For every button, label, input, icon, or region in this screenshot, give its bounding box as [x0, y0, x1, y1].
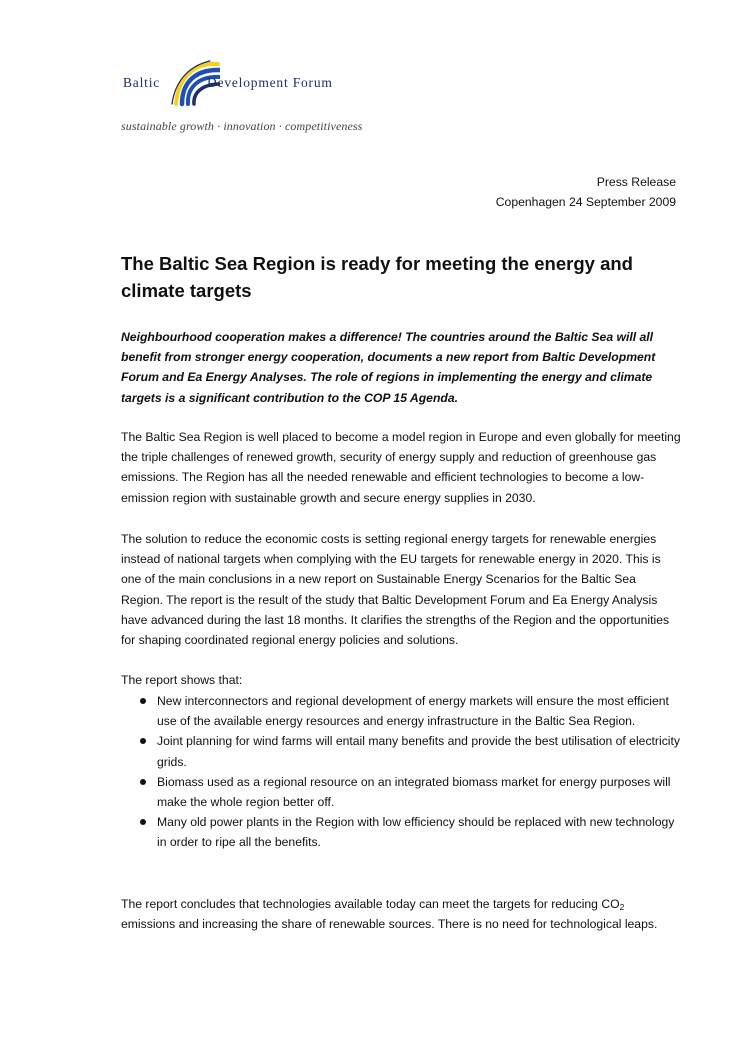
- list-item: [121, 812, 681, 852]
- paragraph-conclusion: [121, 894, 681, 934]
- logo-word-baltic: Baltic: [123, 75, 161, 90]
- conclusion-text-end: emissions and increasing the share of renewable sources. There is no need for technological leaps.: [121, 917, 658, 932]
- logo-tagline: sustainable growth · innovation · competitiveness: [121, 119, 363, 133]
- list-item-text: New interconnectors and regional development of energy markets will ensure the most efficient use of the available energy resources and energy infrastructure in the Baltic Sea Region.: [157, 694, 669, 729]
- conclusion-text-start: The report concludes that technologies available today can meet the targets for reducing CO: [121, 897, 620, 911]
- place-date: Copenhagen 24 September 2009: [495, 195, 676, 209]
- logo-words-development-forum: Development Forum: [207, 75, 333, 90]
- paragraph-regional-targets: The solution to reduce the economic costs is setting regional energy targets for renewable energies instead of national targets when complying with the EU targets for renewable energy in 2020. This is one of the main conclusions in a new report on Sustainable Energy Scenarios for the Baltic Sea Region. The report is the result of the study that Baltic Development Forum and Ea Energy Analysis have advanced during the last 18 months. It clarifies the strengths of the Region and the opportunities for shaping coordinated regional energy policies and solutions.: [121, 532, 670, 648]
- subscript-two: 2: [619, 902, 625, 912]
- list-item: [121, 731, 681, 771]
- document-type: Press Release: [596, 175, 676, 189]
- bullet-icon: [140, 819, 146, 825]
- bullet-icon: [140, 738, 146, 744]
- bullet-icon: [140, 779, 146, 785]
- list-item: [121, 691, 681, 731]
- list-item-text: Many old power plants in the Region with low efficiency should be replaced with new technology in order to ripe all the benefits.: [157, 815, 675, 850]
- list-item-text: Joint planning for wind farms will entail many benefits and provide the best utilisation of electricity grids.: [157, 734, 680, 769]
- list-item: [121, 772, 681, 812]
- list-item-text: Biomass used as a regional resource on an integrated biomass market for energy purposes will make the whole region better off.: [157, 774, 671, 810]
- page-title: The Baltic Sea Region is ready for meeting the energy and climate targets: [121, 253, 633, 301]
- lead-paragraph: Neighbourhood cooperation makes a difference! The countries around the Baltic Sea will all benefit from stronger energy cooperation, documents a new report from Baltic Development Forum and Ea Energy Analyses. The role of regions in implementing the energy and climate targets is a significant contribution to the COP 15 Agenda.: [121, 330, 656, 405]
- release-meta: [496, 172, 676, 212]
- paragraph-report-intro: The report shows that:: [121, 673, 243, 687]
- bdf-logo: [120, 56, 390, 136]
- findings-list: [121, 691, 681, 853]
- paragraph-model-region: The Baltic Sea Region is well placed to become a model region in Europe and even globally for meeting the triple challenges of renewed growth, security of energy supply and reduction of greenhouse gas emissions. The Region has all the needed renewable and efficient technologies to become a low-emission region with sustainable growth and secure energy supplies in 2030.: [121, 430, 681, 505]
- bullet-icon: [140, 698, 146, 704]
